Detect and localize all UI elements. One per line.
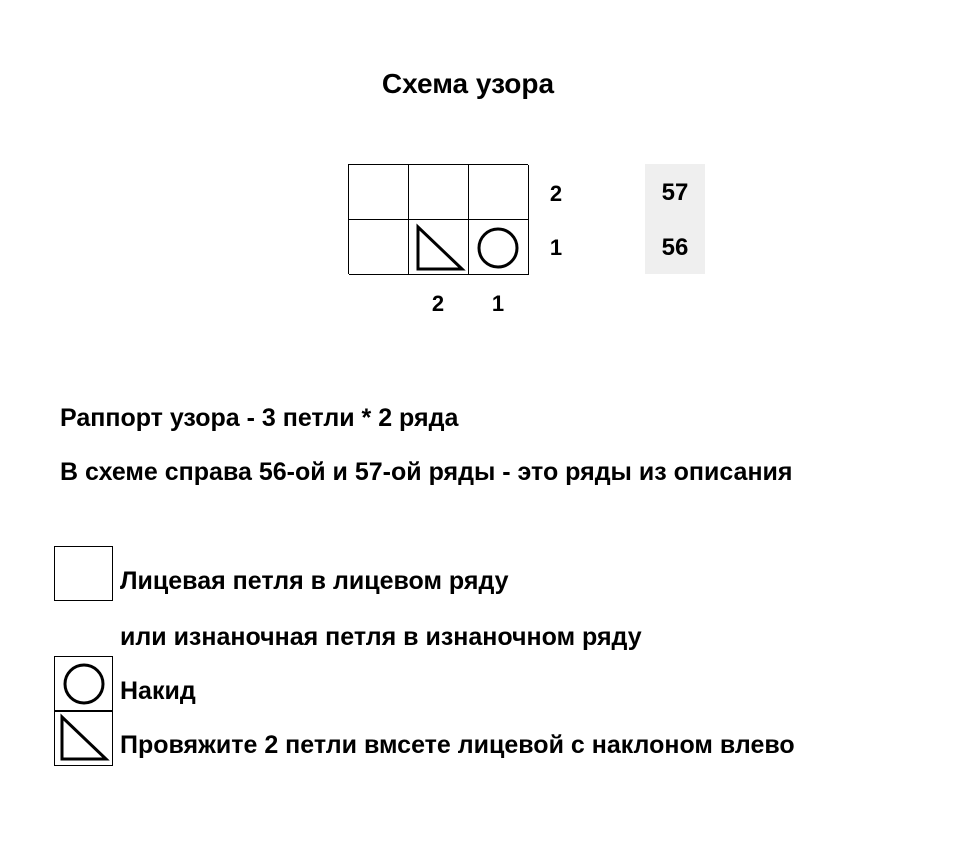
chart-cell-r1-c3 — [349, 220, 409, 275]
column-number-2: 2 — [431, 291, 445, 316]
column-number-1: 1 — [491, 291, 505, 316]
page-title: Схема узора — [381, 68, 555, 99]
legend-yarn-over-swatch — [54, 656, 113, 711]
yarn-over-icon — [56, 658, 112, 710]
chart-cell-r2-c1 — [469, 165, 529, 220]
chart-cell-r1-c1 — [469, 220, 529, 275]
legend-knit-label: Лицевая петля в лицевом ряду — [120, 567, 509, 595]
yarn-over-icon — [470, 221, 528, 274]
legend-yarn-over-label: Накид — [120, 677, 196, 705]
legend-knit-swatch — [54, 546, 113, 601]
description-row-56: 56 — [661, 234, 689, 261]
rows-note: В схеме справа 56-ой и 57-ой ряды - это ряды из описания — [60, 458, 793, 486]
chart-cell-r2-c3 — [349, 165, 409, 220]
legend-k2tog-swatch — [54, 711, 113, 766]
description-row-57: 57 — [661, 179, 689, 206]
chart-cell-r2-c2 — [409, 165, 469, 220]
row-number-1: 1 — [549, 235, 563, 260]
row-number-2: 2 — [549, 181, 563, 206]
knitting-chart-grid — [348, 164, 528, 274]
k2tog-left-icon — [410, 221, 468, 274]
chart-cell-r1-c2 — [409, 220, 469, 275]
legend-knit-label-2: или изнаночная петля в изнаночном ряду — [120, 623, 642, 651]
k2tog-left-icon — [56, 713, 112, 765]
repeat-info: Раппорт узора - 3 петли * 2 ряда — [60, 404, 459, 432]
legend-k2tog-label: Провяжите 2 петли вмсете лицевой с наклоном влево — [120, 731, 795, 759]
